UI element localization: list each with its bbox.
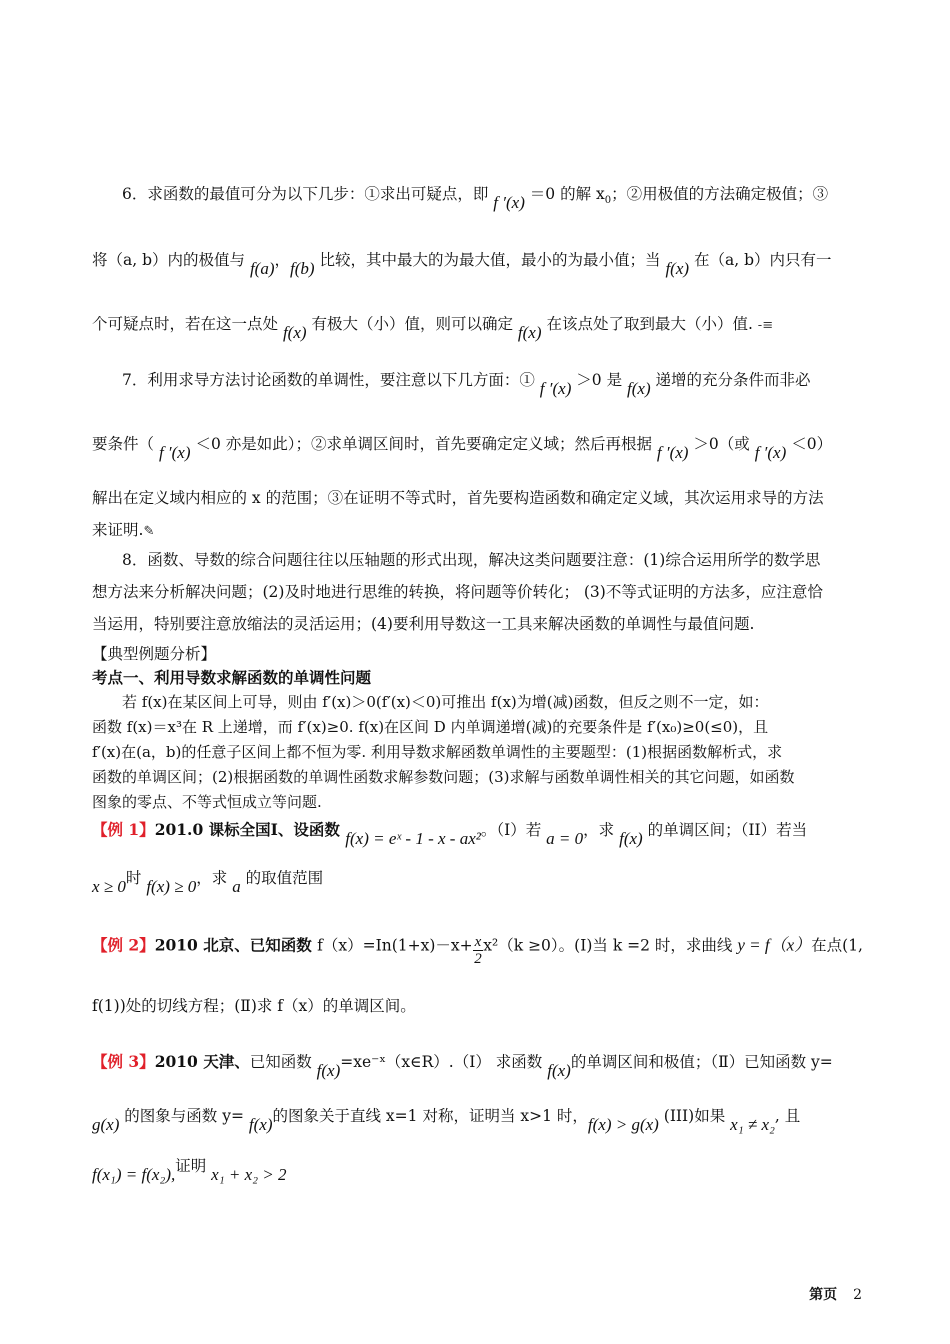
example-tag: 【例 3】 bbox=[92, 1052, 155, 1071]
item6-line2: 将（a, b）内的极值与 f(a)，f(b) 比较，其中最大的为最大值，最小的为最小值；当 f(x) 在（a, b）内只有一 bbox=[92, 251, 832, 278]
intro-line1: 若 f(x)在某区间上可导，则由 f′(x)＞0(f′(x)＜0)可推出 f(x)为增(减)函数，但反之则不一定，如： bbox=[122, 693, 769, 711]
math-fx: f(x) bbox=[665, 259, 690, 278]
math-fraction: $\frac{x}{2}$ bbox=[474, 934, 482, 967]
text: 将（a, b）内的极值与 bbox=[92, 251, 250, 269]
math-fx: f(x) bbox=[316, 1061, 341, 1080]
text: 在点(1, bbox=[811, 936, 863, 955]
text: x²（k ≥0）。(Ⅰ)当 k =2 时，求曲线 bbox=[483, 936, 738, 955]
math-inequality: x₁ + x₂ > 2 bbox=[211, 1165, 287, 1184]
text: =xe⁻ˣ（x∈R）.（Ⅰ） 求函数 bbox=[340, 1053, 548, 1071]
math-fprime-x: f ′(x) bbox=[754, 443, 787, 462]
text: ，求 bbox=[196, 869, 233, 887]
section-heading: 【典型例题分析】 bbox=[92, 645, 217, 663]
text: (III)如果 bbox=[663, 1107, 731, 1125]
item8-line1: 8．函数、导数的综合问题往往以压轴题的形式出现，解决这类问题要注意：(1)综合运用所学的数学思 bbox=[122, 551, 821, 569]
math-fb: f(b) bbox=[290, 259, 315, 278]
text: ＝0 的解 x bbox=[529, 185, 605, 203]
math-fx: f(x) bbox=[282, 323, 307, 342]
item8-line3: 当运用，特别要注意放缩法的灵活运用；(4)要利用导数这一工具来解决函数的单调性与最值问题. bbox=[92, 615, 755, 633]
example2-line1 bbox=[92, 930, 863, 967]
text: ＜0 亦是如此）；②求单调区间时，首先要确定定义域；然后再根据 bbox=[195, 435, 657, 453]
text: 在该点处了取到最大（小）值. bbox=[546, 315, 758, 333]
text: 的单调区间和极值；（Ⅱ）已知函数 y= bbox=[570, 1053, 833, 1071]
example-source: 2010 天津、 bbox=[154, 1052, 250, 1071]
paragraph-mark-icon: -≡ bbox=[757, 318, 774, 333]
page-number: 2 bbox=[853, 1287, 862, 1303]
example3-line1 bbox=[92, 1052, 833, 1080]
example1-line1 bbox=[92, 820, 808, 848]
math-fprime-x: f ′(x) bbox=[656, 443, 689, 462]
text: 比较，其中最大的为最大值，最小的为最小值；当 bbox=[319, 251, 666, 269]
item7-line3: 解出在定义域内相应的 x 的范围；③在证明不等式时，首先要构造函数和确定定义域，其次运用求导的方法 bbox=[92, 489, 824, 507]
text: 已知函数 bbox=[249, 1053, 317, 1071]
text: 来证明. bbox=[92, 521, 144, 539]
intro-line3: f′(x)在(a，b)的任意子区间上都不恒为零. 利用导数求解函数单调性的主要题型：(1)根据函数解析式，求 bbox=[92, 743, 783, 761]
intro-line5: 图象的零点、不等式恒成立等问题. bbox=[92, 793, 322, 811]
math-condition: x₁ ≠ x₂ bbox=[730, 1115, 775, 1134]
text: ＞0（或 bbox=[693, 435, 755, 453]
item7-line1 bbox=[122, 370, 811, 398]
math-fx: f(x) bbox=[627, 379, 651, 398]
example2-line2: f(1))处的切线方程；(Ⅱ)求 f（x）的单调区间。 bbox=[92, 997, 416, 1015]
text: 有极大（小）值，则可以确定 bbox=[311, 315, 518, 333]
example-tag: 【例 2】 bbox=[92, 935, 155, 955]
example3-line2 bbox=[92, 1106, 801, 1134]
item6-line1: 6．求函数的最值可分为以下几步：①求出可疑点，即 f ′(x) ＝0 的解 $x_0$；②用极值的方法确定极值；③ bbox=[122, 185, 829, 212]
example3-line3 bbox=[92, 1156, 287, 1184]
kaodian-title: 考点一、利用导数求解函数的单调性问题 bbox=[92, 668, 372, 687]
text: , 且 bbox=[774, 1107, 801, 1125]
math-fa: f(a) bbox=[249, 259, 275, 278]
item7-line2 bbox=[92, 434, 833, 462]
example-source: 2010 北京、已知函数 bbox=[154, 935, 318, 955]
text: ；②用极值的方法确定极值；③ bbox=[611, 185, 829, 203]
math-curve: y = f（x） bbox=[737, 935, 812, 955]
text: 的取值范围 bbox=[240, 869, 324, 887]
text: 要条件（ bbox=[92, 435, 159, 453]
math-fprime-x: f ′(x) bbox=[493, 193, 525, 212]
text: 递增的充分条件而非必 bbox=[655, 371, 811, 389]
text: 时 bbox=[125, 869, 147, 887]
text: 在（a, b）内只有一 bbox=[693, 251, 832, 269]
intro-line4: 函数的单调区间；(2)根据函数的单调性函数求解参数问题；(3)求解与函数单调性相关的其它问题，如函数 bbox=[92, 768, 795, 786]
text: 6．求函数的最值可分为以下几步：①求出可疑点，即 bbox=[122, 185, 494, 203]
math-fx: f(x) bbox=[517, 323, 542, 342]
math-equation: f(x₁) = f(x₂), bbox=[92, 1165, 176, 1184]
text: 证明 bbox=[175, 1157, 212, 1175]
example-tag: 【例 1】 bbox=[92, 820, 155, 839]
text: ＞0 是 bbox=[576, 371, 628, 389]
math-fprime-x: f ′(x) bbox=[539, 379, 572, 398]
text: ＜0） bbox=[791, 435, 833, 453]
math-fprime-x: f ′(x) bbox=[158, 443, 191, 462]
page-footer bbox=[809, 1284, 862, 1304]
example-source: 201.0 课标全国Ⅰ、设函数 bbox=[154, 820, 346, 839]
math-fx: f(x) bbox=[547, 1061, 571, 1080]
text: 的图象关于直线 x=1 对称，证明当 x>1 时， bbox=[272, 1107, 588, 1125]
text: 7．利用求导方法讨论函数的单调性，要注意以下几方面：① bbox=[122, 371, 540, 389]
item7-line4 bbox=[92, 520, 154, 542]
text: 的单调区间；（II）若当 bbox=[642, 821, 808, 839]
math-fx: f(x) bbox=[619, 829, 643, 848]
math-inequality: f(x) > g(x) bbox=[587, 1115, 659, 1134]
intro-line2: 函数 f(x)＝x³在 R 上递增，而 f′(x)≥0. f(x)在区间 D 内单调递增(减)的充要条件是 f′(x₀)≥0(≤0)，且 bbox=[92, 718, 769, 736]
math-condition: a = 0 bbox=[546, 829, 584, 848]
edit-mark-icon: ✎ bbox=[143, 524, 155, 539]
math-condition: x ≥ 0 bbox=[92, 877, 126, 896]
text: 的图象与函数 y= bbox=[119, 1107, 249, 1125]
example1-line2 bbox=[92, 868, 324, 896]
math-formula: f（x）=In(1+x)－x+ bbox=[317, 936, 473, 955]
math-formula: f(x) = eˣ - 1 - x - ax² bbox=[345, 829, 481, 848]
math-a: a bbox=[232, 877, 241, 896]
math-condition: f(x) ≥ 0 bbox=[146, 877, 197, 896]
item6-line3 bbox=[92, 314, 774, 342]
page-label: 第页 bbox=[809, 1287, 838, 1303]
text: 个可疑点时，若在这一点处 bbox=[92, 315, 283, 333]
math-gx: g(x) bbox=[92, 1115, 120, 1134]
text: 。（Ⅰ）若 bbox=[480, 821, 547, 839]
item8-line2: 想方法来分析解决问题；(2)及时地进行思维的转换，将问题等价转化； (3)不等式证明的方法多，应注意恰 bbox=[92, 583, 823, 601]
text: ，求 bbox=[583, 821, 620, 839]
math-fx: f(x) bbox=[248, 1115, 273, 1134]
